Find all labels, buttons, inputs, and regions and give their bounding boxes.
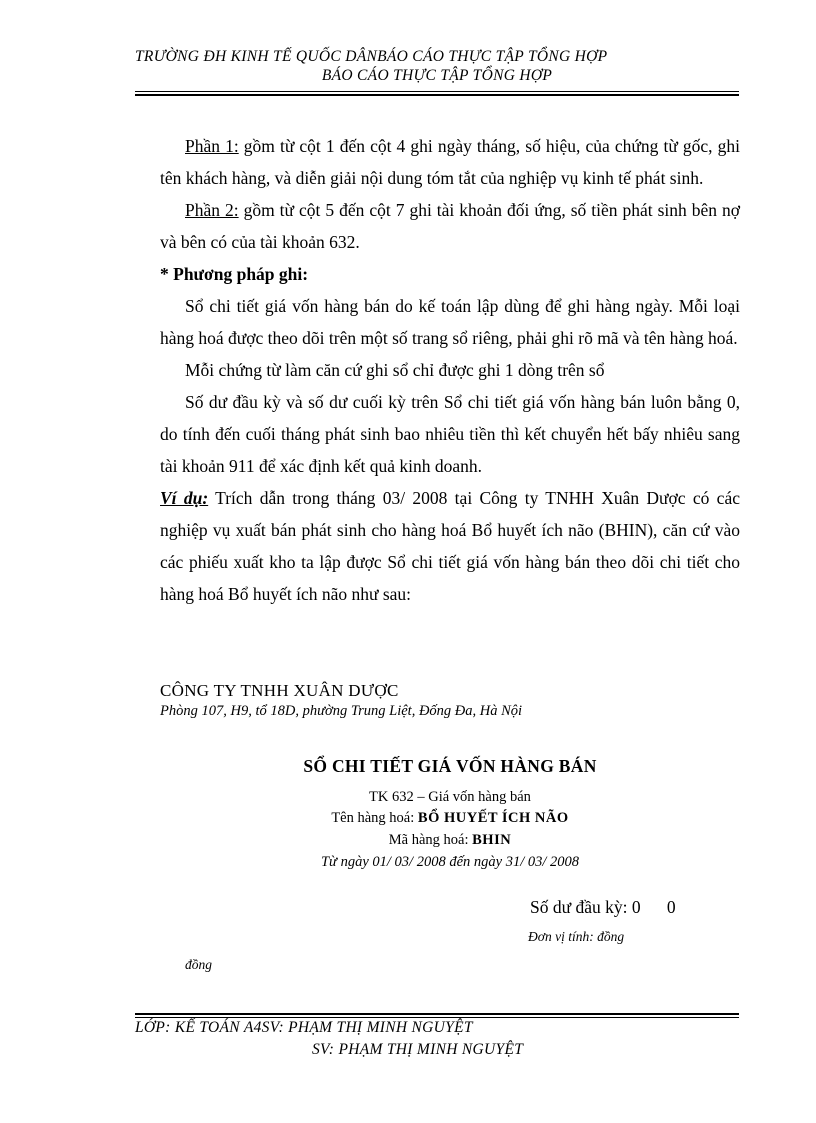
footer-line-1: LỚP: KẾ TOÁN A4SV: PHẠM THỊ MINH NGUYỆT	[135, 1019, 473, 1036]
paragraph-method-3: Số dư đầu kỳ và số dư cuối kỳ trên Sổ chi tiết giá vốn hàng bán luôn bằng 0, do tính đến cuối tháng phát sinh bao nhiêu tiền thì kết chuyển hết bấy nhiêu sang tài khoản 911 để xác định kết quả kinh doanh.	[160, 392, 740, 476]
footer-line-2: SV: PHẠM THỊ MINH NGUYỆT	[312, 1041, 524, 1058]
item-code-value: BHIN	[472, 832, 512, 848]
example-label: Ví dụ:	[160, 488, 209, 508]
ledger-date-range: Từ ngày 01/ 03/ 2008 đến ngày 31/ 03/ 2008	[320, 854, 580, 870]
ledger-title: SỔ CHI TIẾT GIÁ VỐN HÀNG BÁN	[303, 756, 597, 776]
part-2-label: Phần 2:	[185, 200, 239, 220]
paragraph-method-1: Sổ chi tiết giá vốn hàng bán do kế toán lập dùng để ghi hàng ngày. Mỗi loại hàng hoá được theo dõi trên một số trang sổ riêng, phải ghi rõ mã và tên hàng hoá.	[160, 296, 740, 348]
example-text: Trích dẫn trong tháng 03/ 2008 tại Công ty TNHH Xuân Dược có các nghiệp vụ xuất bán phát sinh cho hàng hoá Bổ huyết ích não (BHIN), căn cứ vào các phiếu xuất kho ta lập được Sổ chi tiết giá vốn hàng bán theo dõi chi tiết cho hàng hoá Bổ huyết ích não như sau:	[160, 488, 740, 604]
unit-continuation: đồng	[185, 957, 212, 972]
page-header	[135, 48, 739, 85]
header-line-2: BÁO CÁO THỰC TẬP TỔNG HỢP	[321, 67, 553, 84]
footer-rule-thick	[135, 1013, 739, 1015]
company-name: CÔNG TY TNHH XUÂN DƯỢC	[160, 681, 399, 700]
header-rule-thin	[135, 91, 739, 92]
item-name-value: BỔ HUYẾT ÍCH NÃO	[417, 810, 569, 826]
paragraph-part-1	[160, 130, 740, 194]
method-heading: * Phương pháp ghi:	[160, 264, 309, 284]
company-address: Phòng 107, H9, tổ 18D, phường Trung Liệt, Đống Đa, Hà Nội	[160, 703, 523, 719]
part-1-text: gồm từ cột 1 đến cột 4 ghi ngày tháng, số hiệu, của chứng từ gốc, ghi tên khách hàng, và diễn giải nội dung tóm tắt của nghiệp vụ kinh tế phát sinh.	[160, 136, 740, 188]
ledger-item-code	[160, 832, 740, 849]
opening-balance: Số dư đầu kỳ: 0 0	[530, 897, 676, 917]
part-1-label: Phần 1:	[185, 136, 239, 156]
item-code-label: Mã hàng hoá:	[388, 832, 473, 848]
paragraph-method-2: Mỗi chứng từ làm căn cứ ghi sổ chỉ được ghi 1 dòng trên sổ	[185, 360, 605, 380]
header-line-1: TRƯỜNG ĐH KINH TẾ QUỐC DÂNBÁO CÁO THỰC TẬP TỔNG HỢP	[135, 48, 608, 65]
unit-label: Đơn vị tính: đồng	[528, 929, 625, 944]
body-text	[160, 130, 740, 610]
paragraph-example	[160, 482, 740, 610]
paragraph-part-2	[160, 194, 740, 258]
item-name-label: Tên hàng hoá:	[331, 810, 418, 826]
footer-rule-thin	[135, 1017, 739, 1018]
ledger-account: TK 632 – Giá vốn hàng bán	[369, 789, 531, 805]
ledger-item-name	[160, 810, 740, 827]
part-2-text: gồm từ cột 5 đến cột 7 ghi tài khoản đối ứng, số tiền phát sinh bên nợ và bên có của tài khoản 632.	[160, 200, 741, 252]
header-rule-thick	[135, 94, 739, 96]
